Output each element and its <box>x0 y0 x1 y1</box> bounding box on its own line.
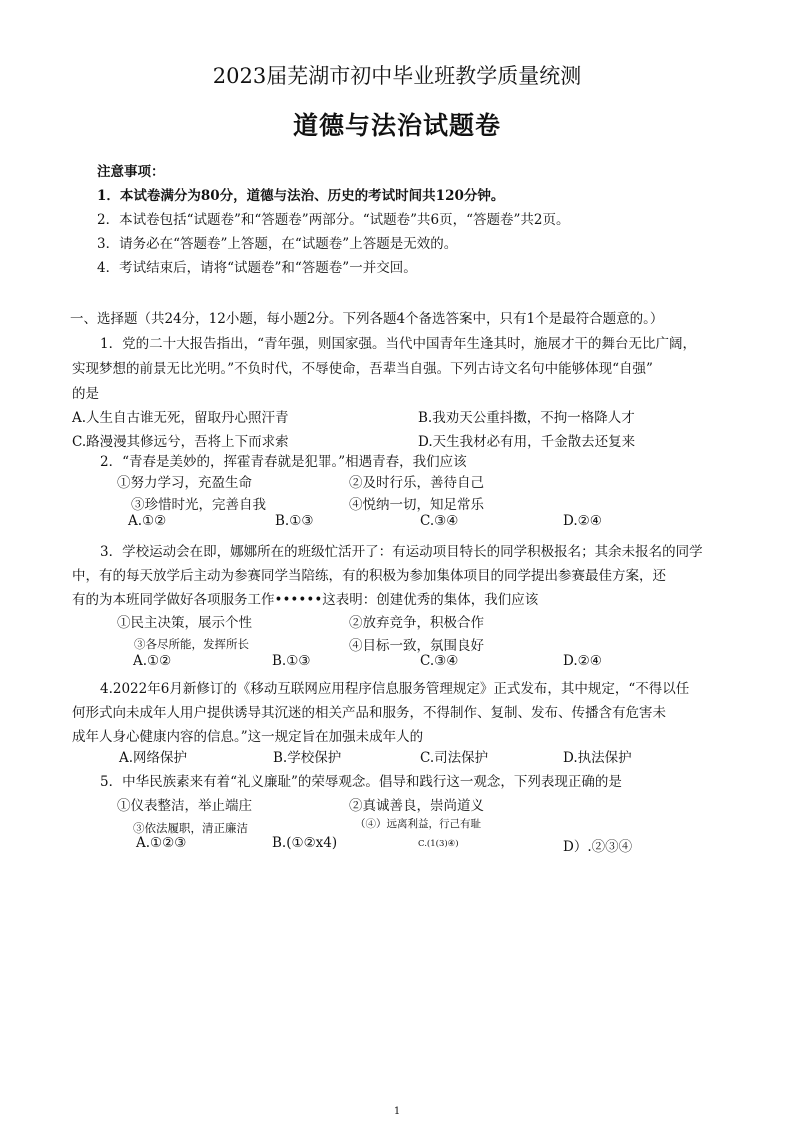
q1-line-2: 实现梦想的前景无比光明。”不负时代，不辱使命，吾辈当自强。下列古诗文名句中能够体现“自强” <box>72 361 653 377</box>
notice-item-4: 4．考试结束后，请将“试题卷”和“答题卷”一并交回。 <box>97 260 417 276</box>
q4-line-1: 4.2022年6月新修订的《移动互联网应用程序信息服务管理规定》正式发布，其中规定，“不得以任 <box>100 681 690 697</box>
q4-option-a: A.网络保护 <box>119 750 188 766</box>
notice-heading: 注意事项： <box>97 164 165 180</box>
q5-option-c: C.(1(3)④) <box>418 839 459 849</box>
notice-item-3: 3．请务必在“答题卷”上答题，在“试题卷”上答题是无效的。 <box>97 236 458 252</box>
q5-option-a: A.①②③ <box>136 835 187 851</box>
q2-statement-4: ④悦纳一切，知足常乐 <box>349 497 484 513</box>
exam-title: 2023届芜湖市初中毕业班教学质量统测 <box>212 64 582 88</box>
q4-option-c: C.司法保护 <box>420 750 489 766</box>
q1-line-1: 1．党的二十大报告指出，“青年强，则国家强。当代中国青年生逢其时，施展才干的舞台无比广阔， <box>100 336 696 352</box>
q3-option-b: B.①③ <box>272 653 311 669</box>
q3-option-a: A.①② <box>133 653 172 669</box>
q2-option-d: D.②④ <box>563 513 602 529</box>
q2-option-a: A.①② <box>128 513 167 529</box>
q3-statement-1: ①民主决策，展示个性 <box>117 615 252 631</box>
q3-line-2: 中，有的每天放学后主动为参赛同学当陪练，有的积极为参加集体项目的同学提出参赛最佳方案，还 <box>72 568 666 584</box>
q2-option-c: C.③④ <box>420 513 459 529</box>
q2-statement-3: ③珍惜时光，完善自我 <box>131 497 266 513</box>
q5-statement-3: ③依法履职，清正廉洁 <box>133 821 248 835</box>
q3-statement-4: ④目标一致，氛围良好 <box>349 638 484 654</box>
q4-option-d: D.执法保护 <box>563 750 632 766</box>
q5-statement-1: ①仪表整洁，举止端庄 <box>117 798 252 814</box>
q3-option-d: D.②④ <box>563 653 602 669</box>
q1-option-c: C.路漫漫其修远兮，吾将上下而求索 <box>72 434 289 450</box>
exam-subtitle: 道德与法治试题卷 <box>292 111 501 140</box>
notice-item-2: 2．本试卷包括“试题卷”和“答题卷”两部分。“试题卷”共6页，“答题卷”共2页。 <box>97 212 570 228</box>
q1-option-d: D.天生我材必有用，千金散去还复来 <box>418 434 636 450</box>
q4-option-b: B.学校保护 <box>273 750 342 766</box>
q4-line-2: 何形式向未成年人用户提供诱导其沉迷的相关产品和服务，不得制作、复制、发布、传播含有危害未 <box>72 705 666 721</box>
page-number: 1 <box>393 1106 401 1117</box>
q1-option-a: A.人生自古谁无死，留取丹心照汗青 <box>72 410 289 426</box>
q5-stem: 5．中华民族素来有着“礼义廉耻”的荣辱观念。倡导和践行这一观念，下列表现正确的是 <box>100 774 622 790</box>
notice-item-1: 1．本试卷满分为80分，道德与法治、历史的考试时间共120分钟。 <box>97 188 505 204</box>
q3-line-1: 3．学校运动会在即，娜娜所在的班级忙活开了：有运动项目特长的同学积极报名；其余未报名的同学 <box>100 544 703 560</box>
section-heading: 一、选择题（共24分，12小题，每小题2分。下列各题4个备选答案中，只有1个是最符合题意的。） <box>70 311 664 327</box>
q2-stem: 2．“青春是美妙的，挥霍青春就是犯罪。”相遇青春，我们应该 <box>100 454 467 470</box>
q2-option-b: B.①③ <box>275 513 314 529</box>
q3-option-c: C.③④ <box>420 653 459 669</box>
q3-statement-2: ②放弃竞争，积极合作 <box>349 615 484 631</box>
q2-statement-1: ①努力学习，充盈生命 <box>117 475 252 491</box>
q5-option-d: D）.②③④ <box>563 839 633 855</box>
q4-line-3: 成年人身心健康内容的信息。”这一规定旨在加强未成年人的 <box>72 729 424 745</box>
q3-line-3: 有的为本班同学做好各项服务工作••••••这表明：创建优秀的集体，我们应该 <box>72 592 539 608</box>
q5-statement-4: （④）远离利益，行己有耻 <box>355 818 481 830</box>
q5-option-b: B.(①②x4) <box>272 835 338 851</box>
q3-statement-3: ③各尽所能，发挥所长 <box>134 637 249 651</box>
q1-line-3: 的是 <box>72 386 99 402</box>
q5-statement-2: ②真诚善良，崇尚道义 <box>349 798 484 814</box>
q2-statement-2: ②及时行乐，善待自己 <box>349 475 484 491</box>
q1-option-b: B.我劝天公重抖擞，不拘一格降人才 <box>418 410 635 426</box>
